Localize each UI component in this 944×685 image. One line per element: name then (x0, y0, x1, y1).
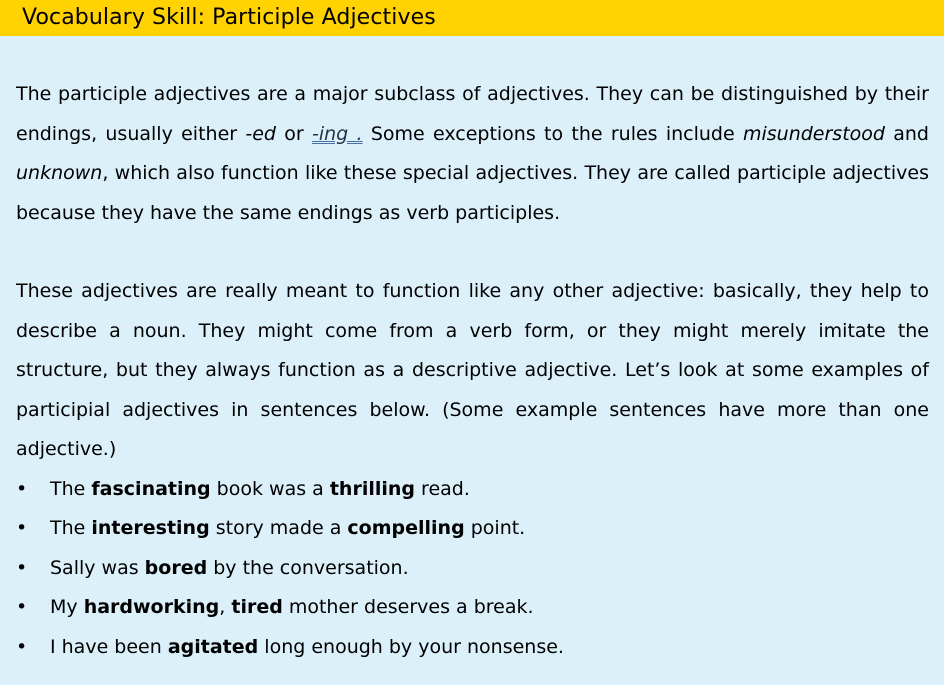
example-text: mother deserves a break. (282, 596, 534, 618)
example-bold: fascinating (91, 477, 211, 500)
example-bold: interesting (91, 517, 210, 539)
bullet-icon: • (16, 517, 28, 539)
paragraph-intro-text-4: and (884, 122, 929, 145)
example-text: book was a (210, 477, 330, 500)
bullet-icon: • (16, 596, 28, 618)
example-text: point. (464, 517, 526, 539)
content (16, 75, 929, 667)
example-text: by the conversation. (207, 556, 409, 579)
paragraph-intro-text-1: The participle adjectives are a major subclass of adjectives. They can be distinguished by their endings, usually either (16, 83, 929, 145)
example-bold: bored (144, 556, 208, 579)
example-text: read. (415, 477, 470, 500)
example-text: long enough by your nonsense. (258, 635, 564, 658)
example-text: Sally was (50, 556, 145, 579)
example-text: , (219, 596, 232, 618)
title-bar (0, 0, 944, 36)
paragraph-intro-text-2: or (275, 122, 312, 145)
example-text: I have been (50, 635, 168, 658)
example-text: story made a (209, 517, 348, 539)
bullet-icon: • (16, 635, 28, 658)
list-item (16, 509, 929, 549)
paragraph-intro-text-3: Some exceptions to the rules include (362, 122, 743, 145)
example-unknown: unknown (16, 162, 103, 184)
list-item (16, 470, 929, 510)
example-bold: agitated (167, 635, 259, 658)
bullet-icon: • (16, 556, 28, 579)
example-bold: tired (231, 596, 283, 618)
example-bold: thrilling (329, 477, 416, 500)
ending-ing: -ing . (311, 122, 363, 145)
example-bold: hardworking (83, 596, 220, 618)
example-bold: compelling (347, 517, 465, 539)
example-text: My (50, 596, 84, 618)
ending-ed: -ed (245, 122, 276, 145)
bullet-icon: • (16, 477, 28, 500)
paragraph-intro-text-5: , which also function like these special adjectives. They are called participle adjectives because they have the same endings as verb participles. (16, 162, 929, 224)
example-text: The (50, 477, 92, 500)
example-misunderstood: misunderstood (742, 122, 885, 145)
examples-list (16, 470, 929, 668)
paragraph-function: These adjectives are really meant to function like any other adjective: basically, they help to describe a noun. They might come from a verb form, or they might merely imitate the structure, but they always function as a descriptive adjective. Let’s look at some examples of participial adjectives in sentences below. (Some example sentences have more than one adjective.) (16, 280, 929, 460)
list-item (16, 628, 929, 668)
example-text: The (50, 517, 92, 539)
list-item (16, 549, 929, 589)
list-item (16, 588, 929, 628)
paragraph-intro (16, 75, 929, 233)
page-title: Vocabulary Skill: Participle Adjectives (22, 5, 436, 30)
